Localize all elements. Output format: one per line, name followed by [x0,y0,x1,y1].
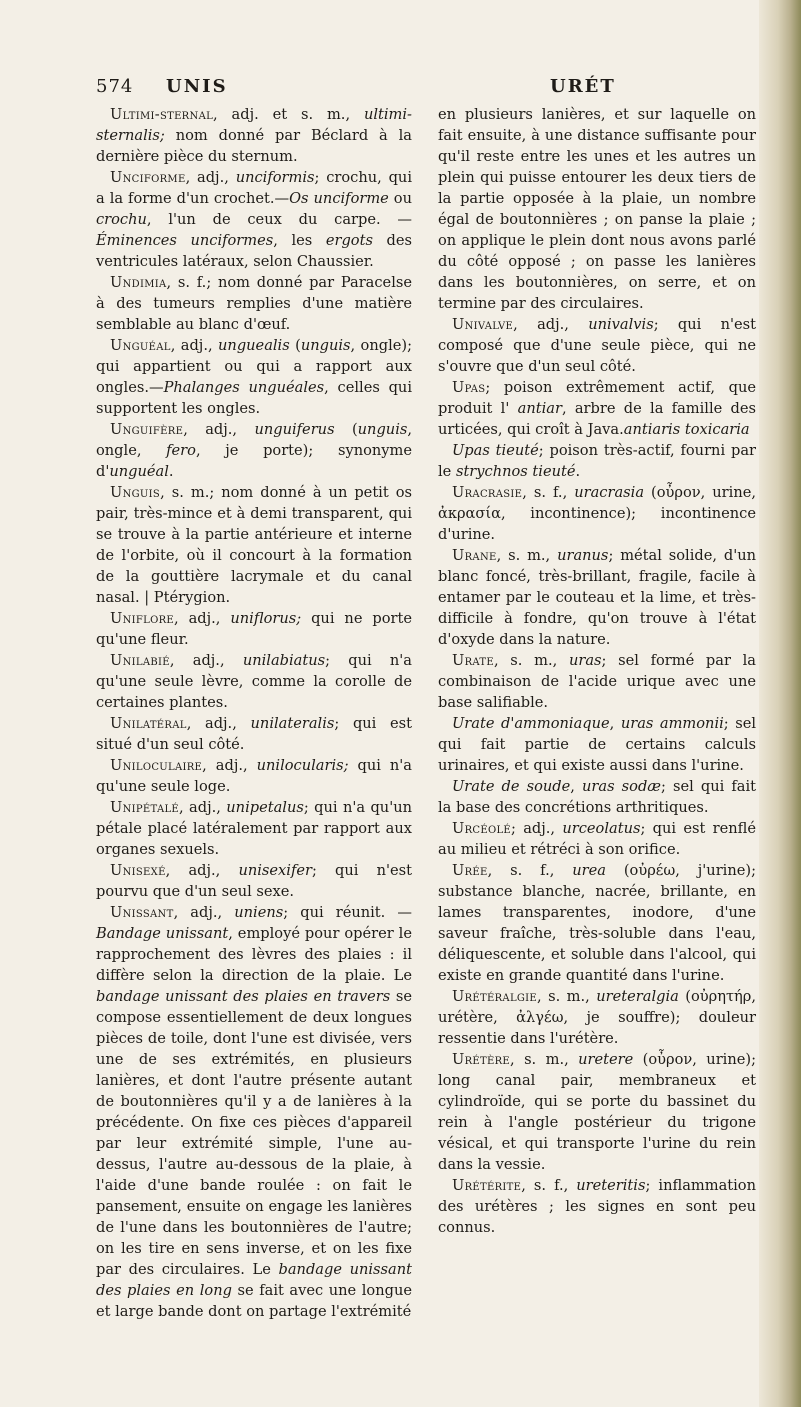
entry-headword: Unguifère [110,421,184,438]
dictionary-entry [96,650,412,713]
entry-italic-text: Bandage unissant [96,925,229,942]
entry-text: , s. m., [496,547,558,564]
entry-italic-text: unguis [357,421,408,438]
entry-italic-text: uranus [557,547,609,564]
entry-italic-text: Urate d'ammoniaque [452,715,610,732]
entry-italic-text: uretere [578,1051,634,1068]
entry-headword: Unguéal [110,337,171,354]
dictionary-entry [96,482,412,608]
dictionary-entry [96,713,412,755]
entry-text: . [168,463,174,480]
entry-text: , s. m., [537,988,597,1005]
entry-italic-text: ultimi-sternalis; [96,106,412,144]
entry-headword: Urétère [452,1051,511,1068]
entry-text: , adj., [183,421,255,438]
entry-italic-text: unciformis [235,169,315,186]
entry-headword: Unilatéral [110,715,187,732]
entry-headword: Uniloculaire [110,757,203,774]
entry-text: , adj., [169,652,243,669]
entry-italic-text: antiaris toxicaria [623,421,750,438]
dictionary-entry [438,314,756,377]
entry-italic-text: ergots [325,232,373,249]
entry-headword: Urétéralgie [452,988,538,1005]
entry-italic-text: ureteritis [576,1177,646,1194]
entry-italic-text: unguealis [218,337,290,354]
entry-headword: Urane [452,547,497,564]
dictionary-entry [438,440,756,482]
entry-italic-text: univalvis [588,316,654,333]
entry-text: , s. m.; nom donné à un petit os pair, très-mince et à demi transparent, qui se trouve à la partie antérieure et interne de l'orbite, où il concourt à la formation de la gouttière lacrymale et du canal nasal. | Ptérygion. [96,484,412,606]
entry-text: , l'un de ceux du carpe. — [146,211,412,228]
entry-text: , adj., [170,337,219,354]
entry-italic-text: ureteralgia [596,988,679,1005]
entry-italic-text: unisexifer [238,862,312,879]
dictionary-entry [438,104,756,314]
running-head [96,76,756,102]
entry-text: , adj. et s. m., [213,106,364,123]
right-column [438,104,756,1238]
entry-headword: Unciforme [110,169,186,186]
entry-text: ou [388,190,412,207]
page-binding-edge [759,0,801,1407]
dictionary-entry [438,377,756,440]
entry-headword: Urcéolé [452,820,512,837]
entry-text: qui n'a qu'une seule loge. [96,757,412,795]
left-column [96,104,412,1322]
entry-text: , employé pour opérer le rapprochement des lèvres des plaies : il diffère selon la direction de la plaie. Le [96,925,412,984]
entry-text: ; qui réunit. — [283,904,412,921]
entry-text: ( [334,421,358,438]
entry-italic-text: Upas tieuté [452,442,539,459]
entry-italic-text: strychnos tieuté [455,463,576,480]
entry-italic-text: Urate de soude [452,778,571,795]
entry-italic-text: Os unciforme [289,190,389,207]
dictionary-entry [96,797,412,860]
entry-italic-text: uniflorus; [230,610,302,627]
dictionary-entry [438,713,756,776]
entry-text: ; crochu, qui a la forme d'un crochet.— [96,169,413,207]
entry-italic-text: unguéal [109,463,169,480]
entry-text: , adj., [202,757,257,774]
dictionary-entry [96,860,412,902]
entry-headword: Undimia [110,274,167,291]
dictionary-entry [96,272,412,335]
entry-text: , s. f.; nom donné par Paracelse à des tumeurs remplies d'une matière semblable au blanc d'œuf. [96,274,412,333]
entry-italic-text: unguiferus [254,421,335,438]
entry-italic-text: Phalanges unguéales [163,379,325,396]
entry-headword: Unipétalé [110,799,180,816]
entry-text: ; qui n'est composé que d'une seule pièce, qui ne s'ouvre que d'un seul côté. [438,316,756,375]
entry-text: ( [289,337,301,354]
left-running-title: UNIS [166,76,228,97]
entry-italic-text: Éminences unciformes [96,232,274,249]
entry-text: , adj., [513,316,589,333]
entry-text: , ongle); qui appartient ou qui a rapport aux ongles.— [96,337,412,396]
page-number: 574 [96,76,134,97]
entry-headword: Urate [452,652,494,669]
entry-italic-text: crochu [96,211,147,228]
entry-italic-text: uras sodæ [582,778,661,795]
entry-text: en plusieurs lanières, et sur laquelle on fait ensuite, à une distance suffisante pour qu'il reste entre les unes et les autres un plein qui puisse entourer les deux tiers de la partie opposée à la plaie, un nombre égal de boutonnières ; on panse la plaie ; on applique le plein dont nous avons parlé du côté opposé ; on passe les lanières dans les boutonnières, on serre, et on termine par des circulaires. [438,106,756,312]
entry-headword: Univalve [452,316,514,333]
dictionary-entry [438,860,756,986]
entry-text: ; métal solide, d'un blanc foncé, très-brillant, fragile, facile à entamer par le couteau et la lime, et très-difficile à fondre, qu'on trouve à l'état d'oxyde dans la nature. [438,547,756,648]
dictionary-entry [96,104,412,167]
dictionary-entry [438,545,756,650]
entry-italic-text: uracrasia [574,484,645,501]
entry-text: , s. f., [522,484,575,501]
entry-text: , adj., [186,715,251,732]
entry-text: , ongle, [96,421,412,459]
entry-text: ; adj., [511,820,563,837]
entry-text: ; sel qui fait partie de certains calculs urinaires, et qui existe aussi dans l'urine. [438,715,757,774]
entry-italic-text: bandage unissant des plaies en travers [96,988,391,1005]
entry-text: , s. m., [493,652,569,669]
right-running-title: URÉT [550,76,616,97]
entry-text: , [570,778,583,795]
entry-headword: Unilabié [110,652,170,669]
entry-text: , adj., [165,862,239,879]
entry-italic-text: unguis [300,337,351,354]
entry-text: , adj., [174,610,231,627]
dictionary-entry [438,818,756,860]
entry-italic-text: fero [166,442,196,459]
entry-italic-text: unipetalus [226,799,304,816]
dictionary-entry [438,776,756,818]
entry-headword: Upas [452,379,486,396]
entry-text: qui ne porte qu'une fleur. [96,610,413,648]
entry-text: . [575,463,581,480]
entry-headword: Uniflore [110,610,175,627]
dictionary-entry [96,755,412,797]
entry-text: (οὐρητήρ, urétère, ἀλγέω, je souffre); douleur ressentie dans l'urétère. [438,988,756,1047]
entry-headword: Ultimi-sternal [110,106,214,123]
entry-text: (οὐρέω, j'urine); substance blanche, nacrée, brillante, en lames transparentes, inodore, d'une saveur fraîche, très-soluble dans l'eau, déliquescente, et soluble dans l'alcool, qui existe en grande quantité dans l'urine. [438,862,756,984]
entry-text: , celles qui supportent les ongles. [96,379,412,417]
entry-text: ; sel formé par la combinaison de l'acide urique avec une base salifiable. [438,652,756,711]
dictionary-entry [96,608,412,650]
entry-italic-text: unilocularis; [256,757,349,774]
entry-italic-text: uras ammonii [620,715,724,732]
entry-italic-text: unilabiatus [242,652,326,669]
entry-italic-text: urceolatus [562,820,641,837]
entry-text: ; poison très-actif, fourni par le [438,442,756,480]
dictionary-entry [96,902,412,1322]
entry-text: (οὖρον, urine); long canal pair, membraneux et cylindroïde, qui se porte du bassinet du rein à l'angle postérieur du trigone vésical, et qui transporte l'urine du rein dans la vessie. [438,1051,756,1173]
entry-text: ; qui est renflé au milieu et rétréci à son orifice. [438,820,756,858]
entry-text: ; qui n'a qu'une seule lèvre, comme la corolle de certaines plantes. [96,652,412,711]
entry-headword: Urétérite [452,1177,522,1194]
dictionary-entry [438,482,756,545]
entry-italic-text: urea [572,862,606,879]
entry-text: ; qui est situé d'un seul côté. [96,715,413,753]
entry-text: , adj., [179,799,227,816]
entry-text: , [609,715,621,732]
dictionary-entry [96,419,412,482]
entry-headword: Unisexé [110,862,166,879]
entry-italic-text: uniens [234,904,284,921]
entry-text: ; inflammation des urétères ; les signes en sont peu connus. [438,1177,756,1236]
entry-headword: Unissant [110,904,174,921]
entry-text: , s. f., [521,1177,577,1194]
entry-italic-text: antiar [509,400,562,417]
entry-text: se fait avec une longue et large bande dont on partage l'extrémité [96,1282,412,1320]
entry-text: se compose essentiellement de deux longues pièces de toile, dont l'une est divisée, vers une de ses extrémités, en plusieurs lanières, et dont l'autre présente autant de boutonnières qu'il y a de lanières à la précédente. On fixe ces pièces d'appareil par leur extrémité simple, l'une au-dessus, l'autre au-dessous de la plaie, à l'aide d'une bande roulée : on fait le pansement, ensuite on engage les lanières de l'une dans les boutonnières de l'autre; on les tire en sens inverse, et on les fixe par des circulaires. Le [96,988,412,1278]
entry-text: ; sel qui fait la base des concrétions arthritiques. [438,778,757,816]
entry-italic-text: uras [568,652,602,669]
entry-text: ; qui n'a qu'un pétale placé latéralement par rapport aux organes sexuels. [96,799,413,858]
entry-text: , s. m., [510,1051,579,1068]
dictionary-entry [96,167,412,272]
dictionary-entry [438,986,756,1049]
dictionary-entry [438,1175,756,1238]
entry-text: , arbre de la famille des urticées, qui croît à Java. [438,400,756,438]
entry-text: ; poison extrêmement actif, que produit l' [438,379,756,417]
entry-text: (οὖρον, urine, ἀκρασία, incontinence); incontinence d'urine. [438,484,756,543]
entry-text: , s. f., [487,862,573,879]
entry-italic-text: unilateralis [250,715,335,732]
entry-text: ; qui n'est pourvu que d'un seul sexe. [96,862,412,900]
entry-text: nom donné par Béclard à la dernière pièce du sternum. [96,127,412,165]
entry-italic-text: bandage unissant des plaies en long [96,1261,412,1299]
dictionary-entry [438,1049,756,1175]
entry-text: , je porte); synonyme d' [96,442,412,480]
entry-headword: Uracrasie [452,484,523,501]
dictionary-entry [96,335,412,419]
entry-headword: Urée [452,862,488,879]
entry-text: , adj., [185,169,236,186]
dictionary-entry [438,650,756,713]
entry-text: , adj., [173,904,235,921]
entry-headword: Unguis [110,484,161,501]
entry-text: , les [273,232,326,249]
entry-text: des ventricules latéraux, selon Chaussier. [96,232,412,270]
